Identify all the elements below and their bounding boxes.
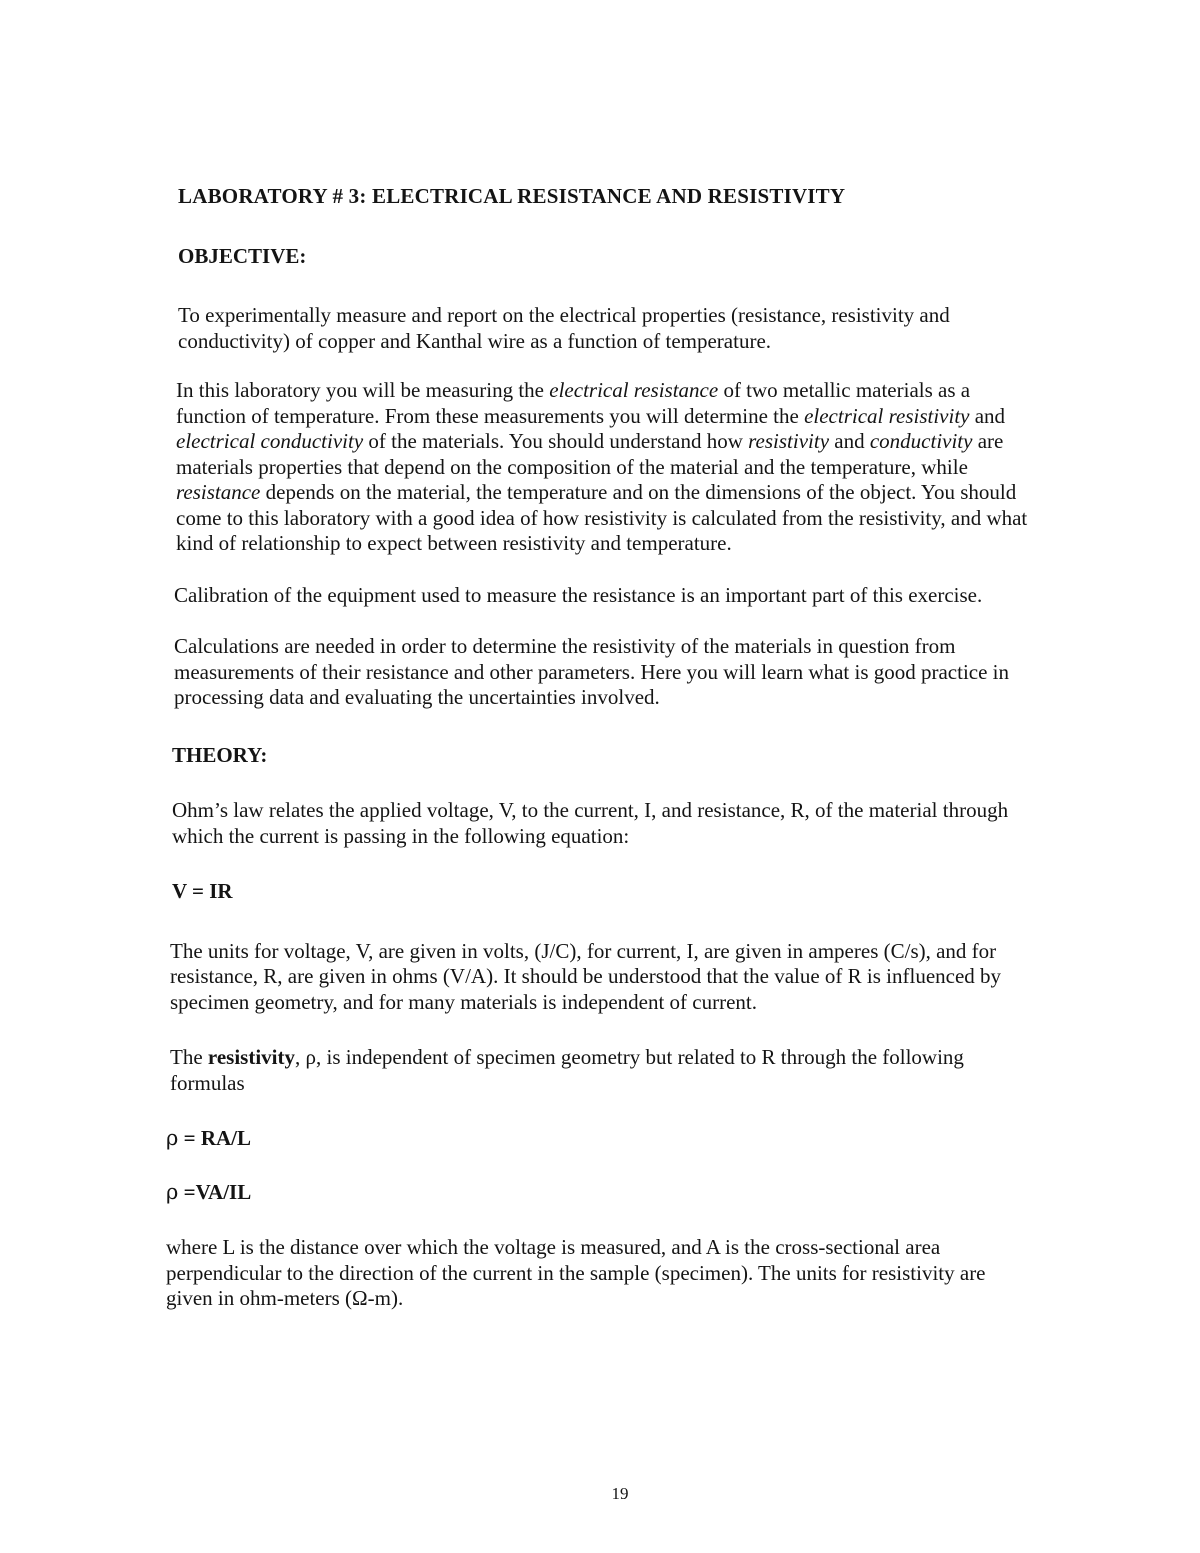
- objective-heading: OBJECTIVE:: [178, 243, 307, 268]
- resistivity-paragraph: The resistivity, ρ, is independent of specimen geometry but related to R through the following formulas: [170, 1045, 964, 1095]
- theory-heading: THEORY:: [172, 742, 268, 767]
- resistivity-units-paragraph: where L is the distance over which the voltage is measured, and A is the cross-sectional area perpendicular to the direction of the current in the sample (specimen). The units for resistivity are given in ohm-meters (Ω-m).: [166, 1235, 986, 1310]
- units-paragraph: The units for voltage, V, are given in volts, (J/C), for current, I, are given in amperes (C/s), and for resistance, R, are given in ohms (V/A). It should be understood that the value of R is influenced by specimen geometry, and for many materials is independent of current.: [170, 938, 1002, 1014]
- resistivity-equation-ra: ρ = RA/L: [166, 1126, 251, 1150]
- lab-title: LABORATORY # 3: ELECTRICAL RESISTANCE AND RESISTIVITY: [178, 184, 846, 208]
- ohms-law-paragraph: Ohm’s law relates the applied voltage, V, to the current, I, and resistance, R, of the material through which the current is passing in the following equation:: [172, 798, 1009, 848]
- calibration-paragraph: Calibration of the equipment used to measure the resistance is an important part of this exercise.: [174, 582, 983, 607]
- page-content: [166, 184, 1030, 1312]
- lab-overview-paragraph: In this laboratory you will be measuring the electrical resistance of two metallic materials as a function of temperature. From these measurements you will determine the electrical resistivity and electrical conductivity of the materials. You should understand how resistivity and conductivity are materials properties that depend on the composition of the material and the temperature, while resistance depends on the material, the temperature and on the dimensions of the object. You should come to this laboratory with a good idea of how resistivity is calculated from the resistivity, and what kind of relationship to expect between resistivity and temperature.: [176, 378, 1028, 555]
- objective-paragraph: To experimentally measure and report on the electrical properties (resistance, resistivity and conductivity) of copper and Kanthal wire as a function of temperature.: [178, 303, 950, 353]
- page-number: 19: [611, 1484, 629, 1503]
- ohms-law-equation: V = IR: [172, 879, 233, 903]
- resistivity-equation-va: ρ =VA/IL: [166, 1179, 252, 1204]
- calculations-paragraph: Calculations are needed in order to determine the resistivity of the materials in question from measurements of their resistance and other parameters. Here you will learn what is good practice in processing data and evaluating the uncertainties involved.: [174, 634, 1010, 709]
